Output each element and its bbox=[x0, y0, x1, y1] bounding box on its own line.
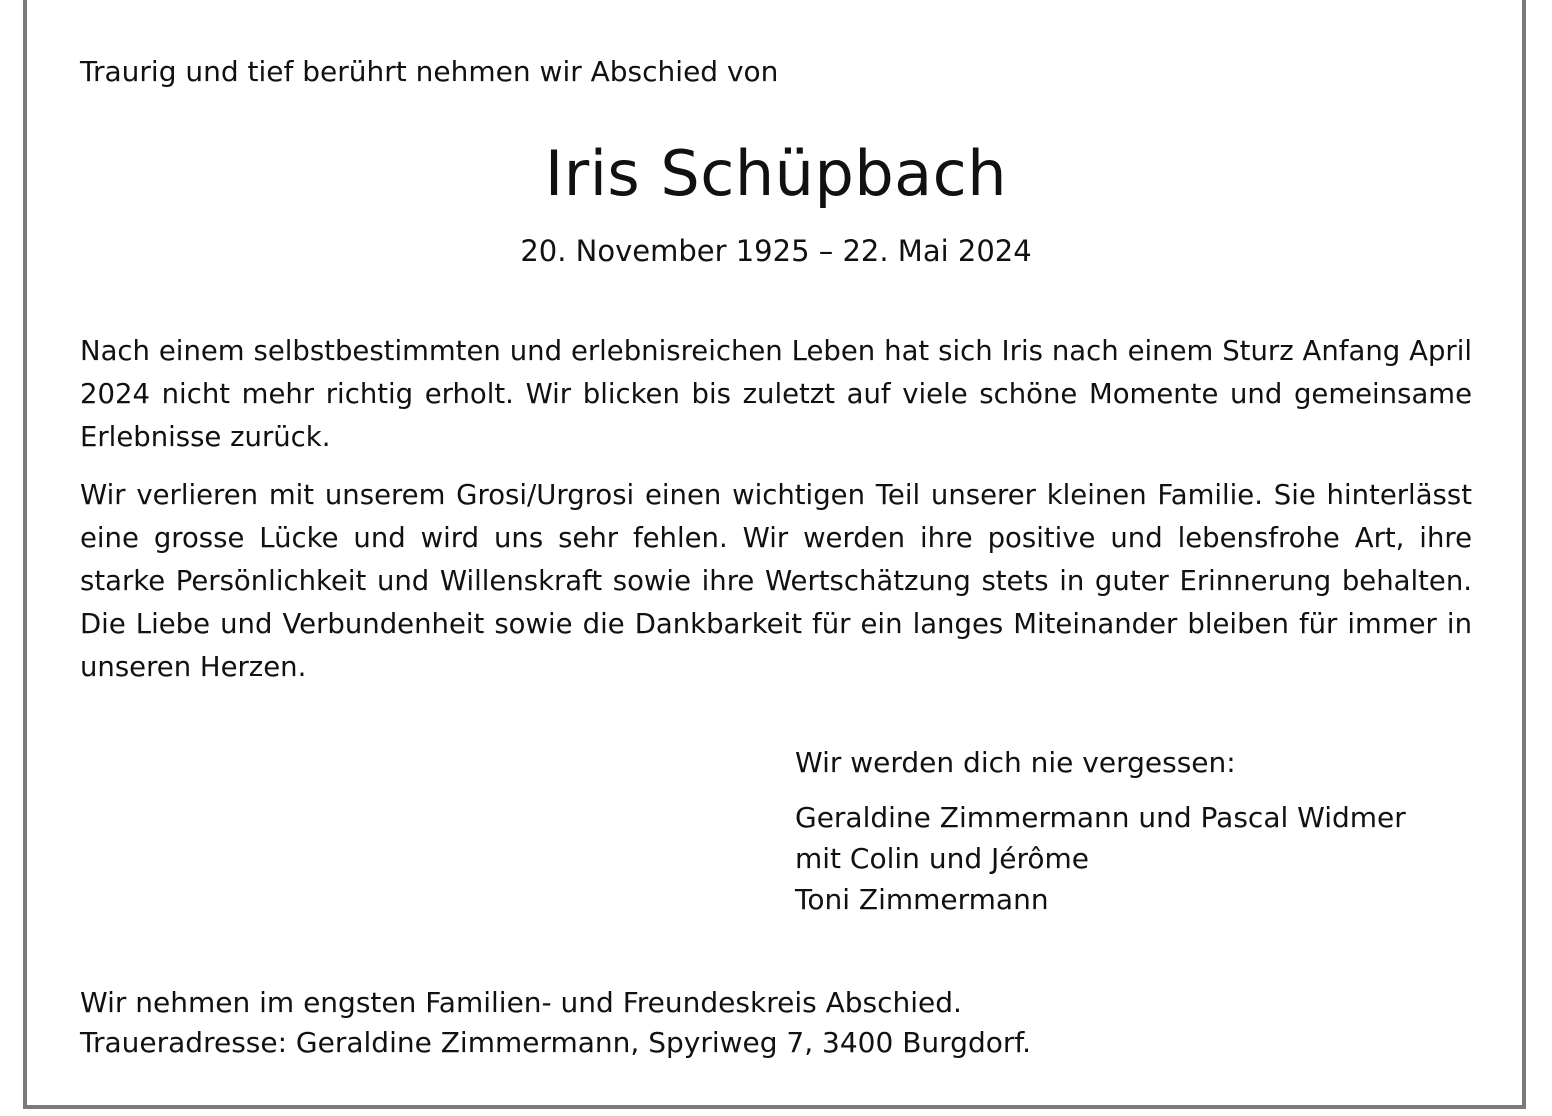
signer-line-2: mit Colin und Jérôme bbox=[795, 842, 1089, 875]
life-dates: 20. November 1925 – 22. Mai 2024 bbox=[520, 234, 1032, 268]
body-paragraph-1: Nach einem selbstbestimmten und erlebnisreichen Leben hat sich Iris nach einem Sturz Anfang April 2024 nicht mehr richtig erholt. Wir blicken bis zuletzt auf viele schöne Momente und gemeinsame Erlebnisse zurück. bbox=[80, 335, 1472, 453]
footer-address: Traueradresse: Geraldine Zimmermann, Spyriweg 7, 3400 Burgdorf. bbox=[80, 1026, 1032, 1059]
footer-block bbox=[80, 983, 1031, 1063]
body-paragraph-2: Wir verlieren mit unserem Grosi/Urgrosi einen wichtigen Teil unserer kleinen Familie. Sie hinterlässt eine grosse Lücke und wird uns sehr fehlen. Wir werden ihre positive und lebensfrohe Art, ihre starke Persönlichkeit und Willenskraft sowie ihre Wertschätzung stets in guter Erinnerung behalten. Die Liebe und Verbundenheit sowie die Dankbarkeit für ein langes Miteinander bleiben für immer in unseren Herzen. bbox=[80, 479, 1472, 683]
intro-text: Traurig und tief berührt nehmen wir Abschied von bbox=[80, 55, 779, 88]
signers-block bbox=[795, 797, 1406, 920]
closing-line: Wir werden dich nie vergessen: bbox=[795, 746, 1236, 779]
signer-line-1: Geraldine Zimmermann und Pascal Widmer bbox=[795, 801, 1406, 834]
signer-line-3: Toni Zimmermann bbox=[795, 883, 1049, 916]
deceased-name: Iris Schüpbach bbox=[544, 137, 1008, 210]
footer-farewell: Wir nehmen im engsten Familien- und Freundeskreis Abschied. bbox=[80, 986, 962, 1019]
